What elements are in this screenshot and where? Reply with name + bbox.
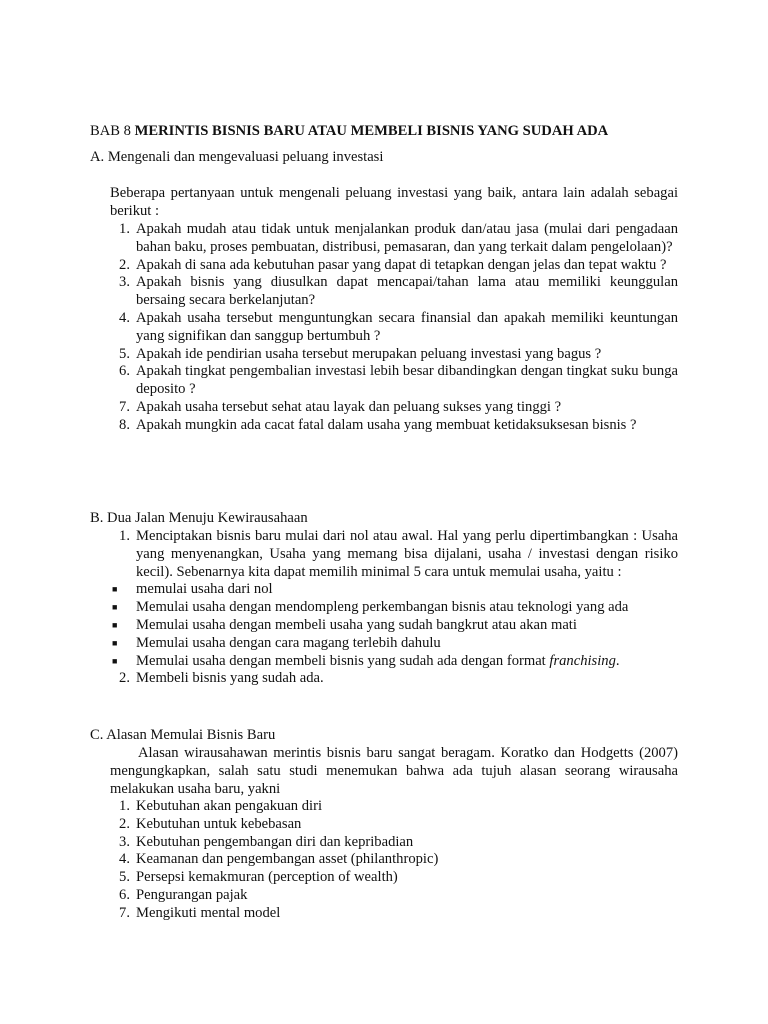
list-item-text: Kebutuhan untuk kebebasan [136,815,302,832]
section-a-list [110,221,678,435]
section-c-list [110,798,678,923]
section-b-heading: B. Dua Jalan Menuju Kewirausahaan [90,510,308,526]
list-item-text: Membeli bisnis yang sudah ada. [136,670,324,687]
bullet-item-end: . [615,652,620,669]
list-item [110,346,678,364]
bullet-item-text: Memulai usaha dengan cara magang terlebih dahulu [136,634,441,651]
chapter-title-bold: MERINTIS BISNIS BARU ATAU MEMBELI BISNIS YANG SUDAH ADA [134,123,609,139]
list-number: 5. [119,345,130,362]
list-item-text: Apakah tingkat pengembalian investasi lebih besar dibandingkan dengan tingkat suku bunga deposito ? [136,363,678,398]
list-item-text: Mengikuti mental model [136,904,281,921]
list-item-text: Persepsi kemakmuran (perception of wealth) [136,869,398,886]
list-number: 3. [119,833,130,850]
list-item [110,257,678,275]
list-number: 5. [119,869,130,886]
list-number: 1. [119,221,130,237]
list-item-text: Apakah mungkin ada cacat fatal dalam usaha yang membuat ketidaksuksesan bisnis ? [136,416,637,433]
list-number: 2. [119,256,130,273]
bullet-marker: ■ [112,655,118,666]
bullet-item-text: Memulai usaha dengan membeli usaha yang sudah bangkrut atau akan mati [136,616,577,633]
list-item-text: Apakah ide pendirian usaha tersebut merupakan peluang investasi yang bagus ? [136,345,602,362]
list-item [110,528,678,581]
bullet-item-text: Memulai usaha dengan membeli bisnis yang sudah ada dengan format [136,652,550,669]
bullet-item-text: Memulai usaha dengan mendompleng perkembangan bisnis atau teknologi yang ada [136,599,629,616]
bullet-marker: ■ [112,637,118,648]
list-item [110,816,678,834]
chapter-title [90,123,690,141]
bullet-item [110,581,678,599]
list-number: 6. [119,886,130,903]
section-b-list [110,528,678,688]
list-number: 1. [119,798,130,814]
list-number: 4. [119,851,130,868]
list-number: 2. [119,815,130,832]
list-number: 7. [119,398,130,415]
section-c-intro: Alasan wirausahawan merintis bisnis baru sangat beragam. Koratko dan Hodgetts (2007) mengungkapkan, salah satu studi menemukan bahwa ada tujuh alasan seorang wirausaha melakukan usaha baru, yakni [110,745,678,797]
list-number: 6. [119,363,130,380]
bullet-marker: ■ [112,602,118,613]
list-item [110,887,678,905]
bullet-marker: ■ [112,584,118,595]
list-item [110,310,678,346]
bullet-item [110,617,678,635]
list-number: 8. [119,416,130,433]
list-item [110,363,678,399]
section-a-heading: A. Mengenali dan mengevaluasi peluang investasi [90,149,384,165]
list-item [110,670,678,688]
bullet-item [110,599,678,617]
list-item-text: Kebutuhan akan pengakuan diri [136,798,323,814]
list-item-text: Apakah mudah atau tidak untuk menjalankan produk dan/atau jasa (mulai dari pengadaan bahan baku, proses pembuatan, distribusi, pemasaran, dan yang terkait dalam pengelolaan)? [136,221,678,255]
list-item [110,399,678,417]
list-item-text: Apakah di sana ada kebutuhan pasar yang dapat di tetapkan dengan jelas dan tepat waktu ? [136,256,667,273]
list-item [110,851,678,869]
list-item-text: Apakah usaha tersebut menguntungkan secara finansial dan apakah memiliki keuntungan yang signifikan dan sanggup bertumbuh ? [136,309,678,344]
franchising-term: franchising [549,652,616,669]
list-item-text: Kebutuhan pengembangan diri dan kepribadian [136,833,414,850]
list-item [110,274,678,310]
list-item [110,798,678,816]
list-item [110,417,678,435]
bullet-marker: ■ [112,619,118,630]
list-item-text: Menciptakan bisnis baru mulai dari nol atau awal. Hal yang perlu dipertimbangkan : Usaha yang menyenangkan, Usaha yang memang bisa dijalani, usaha / investasi dengan risiko kecil). Sebenarnya kita dapat memilih minimal 5 cara untuk memulai usaha, yaitu : [136,528,678,580]
list-item-text: Apakah usaha tersebut sehat atau layak dan peluang sukses yang tinggi ? [136,398,562,415]
list-item-text: Apakah bisnis yang diusulkan dapat mencapai/tahan lama atau memiliki keunggulan bersaing secara berkelanjutan? [136,274,678,309]
bullet-item-text: memulai usaha dari nol [136,581,273,598]
chapter-number: BAB 8 [90,123,135,139]
list-number: 2. [119,670,130,687]
section-c-heading: C. Alasan Memulai Bisnis Baru [90,727,276,743]
list-number: 4. [119,309,130,326]
list-item [110,221,678,257]
list-item [110,869,678,887]
list-item [110,834,678,852]
bullet-item [110,635,678,653]
list-item-text: Keamanan dan pengembangan asset (philanthropic) [136,851,439,868]
list-number: 7. [119,904,130,921]
section-a-intro: Beberapa pertanyaan untuk mengenali peluang investasi yang baik, antara lain adalah sebagai berikut : [110,185,678,219]
list-number: 1. [119,528,130,544]
list-item-text: Pengurangan pajak [136,886,248,903]
list-item [110,905,678,923]
list-number: 3. [119,274,130,291]
bullet-item [110,653,678,671]
